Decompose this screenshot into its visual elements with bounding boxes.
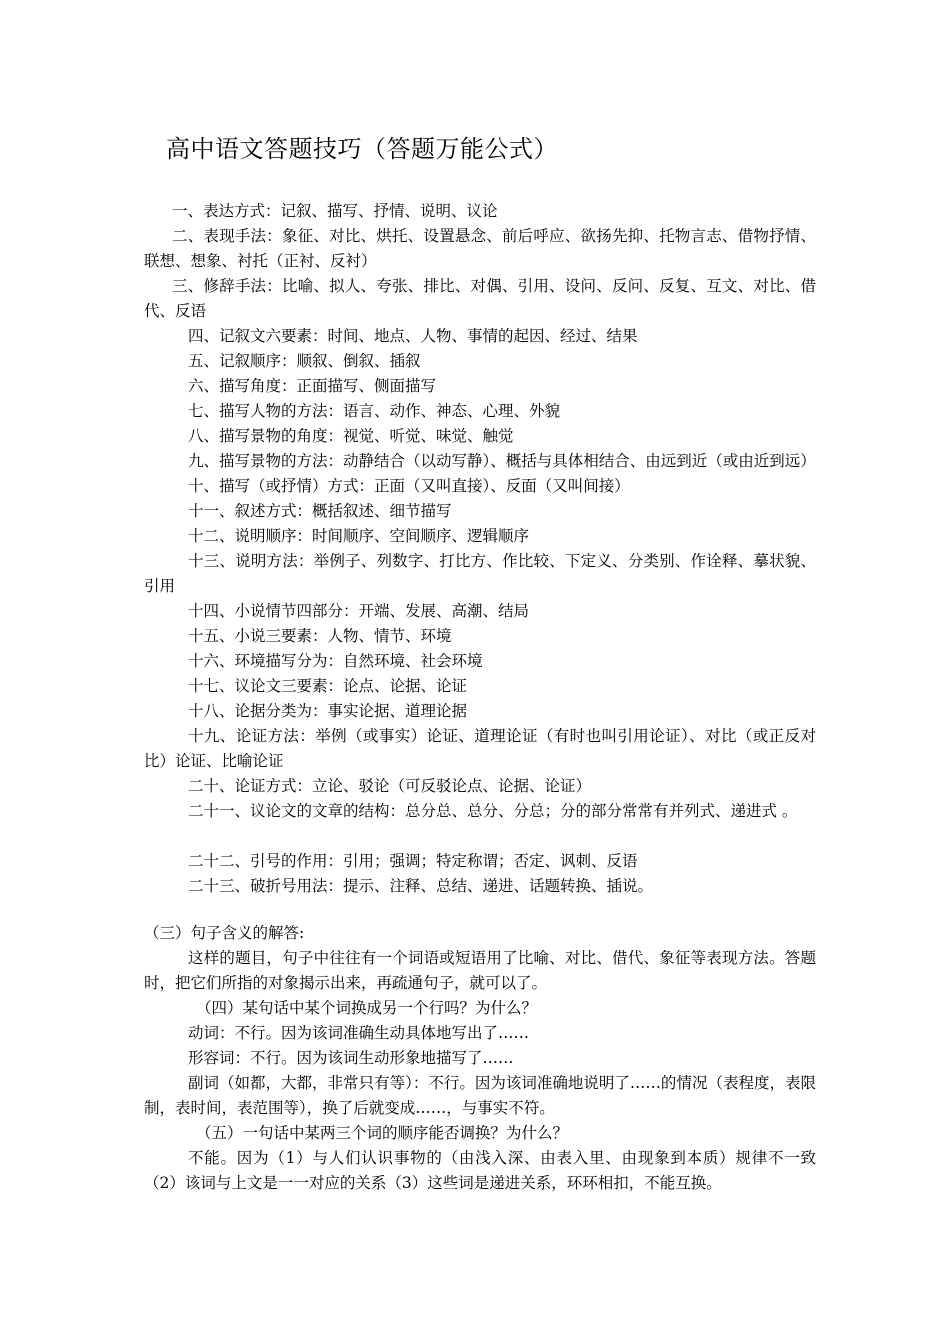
- list-item: 九、描写景物的方法：动静结合（以动写静）、概括与具体相结合、由远到近（或由近到远）: [188, 452, 816, 470]
- list-item: 八、描写景物的角度：视觉、听觉、味觉、触觉: [188, 427, 514, 445]
- paragraph: 不能。因为（1）与人们认识事物的（由浅入深、由表入里、由现象到本质）规律不一致（2）该词与上文是一一对应的关系（3）这些词是递进关系，环环相扣，不能互换。: [144, 1149, 816, 1192]
- list-item: 十五、小说三要素：人物、情节、环境: [188, 627, 452, 645]
- paragraph: 形容词：不行。因为该词生动形象地描写了……: [188, 1049, 514, 1067]
- list-item: 一、表达方式：记叙、描写、抒情、说明、议论: [172, 202, 498, 220]
- question-heading: （四）某句话中某个词换成另一个行吗？为什么？: [196, 999, 538, 1017]
- list-item: 二十、论证方式：立论、驳论（可反驳论点、论据、论证）: [188, 777, 592, 795]
- spacer: [144, 899, 816, 921]
- list-item: 十九、论证方法：举例（或事实）论证、道理论证（有时也叫引用论证）、对比（或正反对比）论证、比喻论证: [144, 727, 816, 770]
- list-item: 二、表现手法：象征、对比、烘托、设置悬念、前后呼应、欲扬先抑、托物言志、借物抒情、联想、想象、衬托（正衬、反衬）: [144, 227, 816, 270]
- list-item: 十三、说明方法：举例子、列数字、打比方、作比较、下定义、分类别、作诠释、摹状貌、引用: [144, 552, 816, 595]
- list-item: 十一、叙述方式：概括叙述、细节描写: [188, 502, 452, 520]
- question-heading: （五）一句话中某两三个词的顺序能否调换？为什么？: [196, 1124, 569, 1142]
- list-item: 二十三、破折号用法：提示、注释、总结、递进、话题转换、插说。: [188, 877, 654, 895]
- list-item: 十八、论据分类为：事实论据、道理论据: [188, 702, 468, 720]
- list-item: 十六、环境描写分为：自然环境、社会环境: [188, 652, 483, 670]
- list-item: 五、记叙顺序：顺叙、倒叙、插叙: [188, 352, 421, 370]
- paragraph: 动词：不行。因为该词准确生动具体地写出了……: [188, 1024, 530, 1042]
- list-item: 十七、议论文三要素：论点、论据、论证: [188, 677, 468, 695]
- list-item: 二十二、引号的作用：引用；强调；特定称谓；否定、讽刺、反语: [188, 852, 638, 870]
- paragraph: 这样的题目，句子中往往有一个词语或短语用了比喻、对比、借代、象征等表现方法。答题时，把它们所指的对象揭示出来，再疏通句子，就可以了。: [144, 949, 816, 992]
- list-item: 二十一、议论文的文章的结构：总分总、总分、分总；分的部分常常有并列式、递进式 。: [188, 802, 798, 820]
- list-item: 十四、小说情节四部分：开端、发展、高潮、结局: [188, 602, 530, 620]
- document-body: [144, 199, 816, 1196]
- section-heading: （三）句子含义的解答:: [144, 924, 305, 942]
- list-item: 七、描写人物的方法：语言、动作、神态、心理、外貌: [188, 402, 561, 420]
- list-item: 六、描写角度：正面描写、侧面描写: [188, 377, 437, 395]
- list-item: 四、记叙文六要素：时间、地点、人物、事情的起因、经过、结果: [188, 327, 638, 345]
- list-item: 十、描写（或抒情）方式：正面（又叫直接）、反面（又叫间接）: [188, 477, 630, 495]
- list-item: 十二、说明顺序：时间顺序、空间顺序、逻辑顺序: [188, 527, 530, 545]
- page-title: 高中语文答题技巧（答题万能公式）: [166, 135, 558, 163]
- spacer: [144, 824, 816, 849]
- list-item: 三、修辞手法：比喻、拟人、夸张、排比、对偶、引用、设问、反问、反复、互文、对比、借代、反语: [144, 277, 816, 320]
- paragraph: 副词（如都，大都，非常只有等）：不行。因为该词准确地说明了……的情况（表程度，表限制，表时间，表范围等），换了后就变成……，与事实不符。: [144, 1074, 816, 1117]
